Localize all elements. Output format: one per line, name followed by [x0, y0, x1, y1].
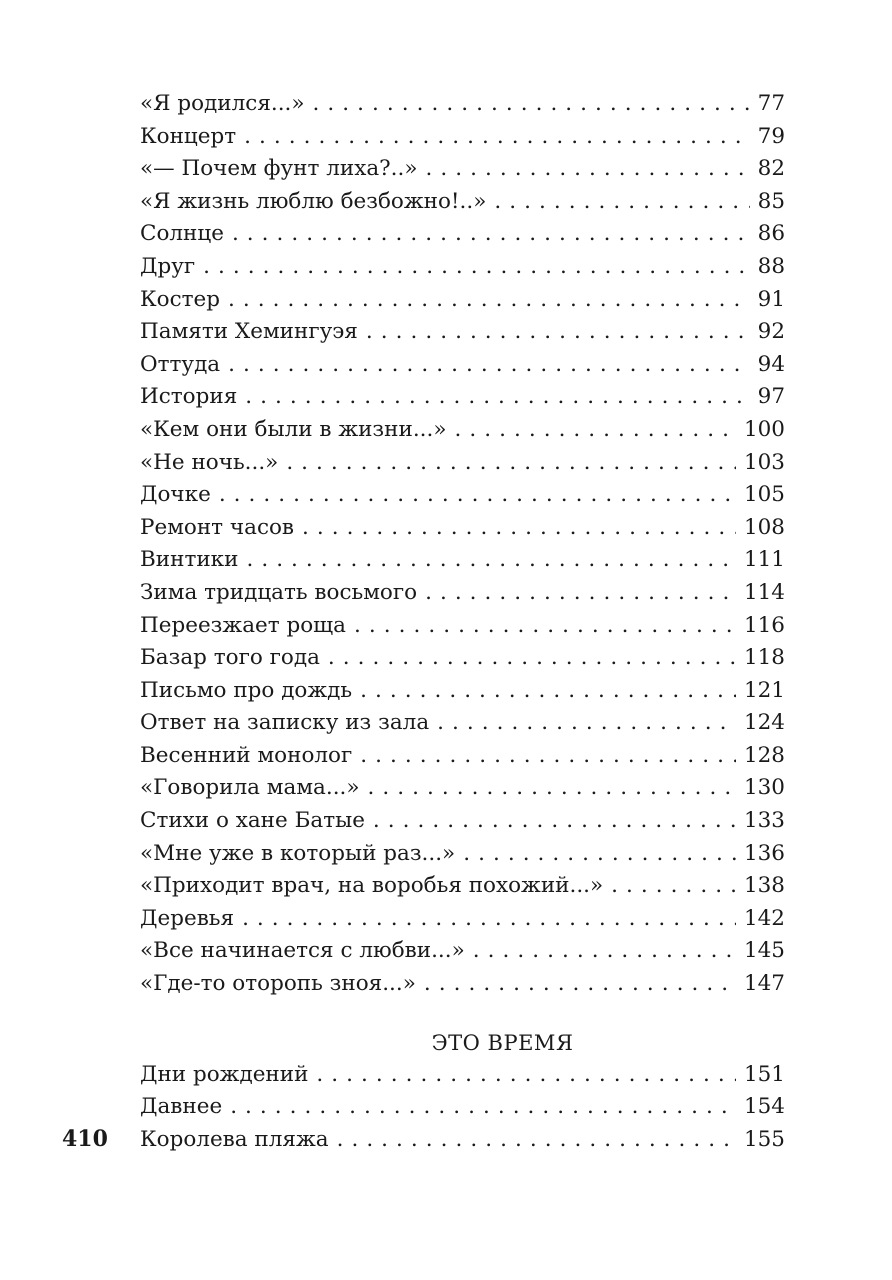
dot-leader [426, 153, 750, 186]
dot-leader [302, 512, 736, 545]
toc-entry-page: 94 [757, 351, 785, 377]
dot-leader [244, 121, 750, 154]
dot-leader [424, 968, 736, 1001]
toc-entry [140, 577, 785, 610]
toc-entry-title: Костер [140, 286, 221, 312]
toc-entry-page: 100 [743, 416, 785, 442]
dot-leader [328, 642, 736, 675]
toc-entry-title: Стихи о хане Батые [140, 808, 365, 834]
toc-entry [140, 88, 785, 121]
dot-leader [425, 577, 736, 610]
toc-entry-page: 142 [743, 905, 785, 931]
toc-entry-page: 85 [757, 188, 785, 214]
toc-entry-title: Дочке [140, 482, 211, 508]
toc-entry [140, 642, 785, 675]
toc-entry-title: Солнце [140, 221, 224, 247]
toc-entry [140, 935, 785, 968]
toc-entry-title: Концерт [140, 123, 237, 149]
toc-entry-title: Переезжает роща [140, 612, 346, 638]
dot-leader [313, 88, 750, 121]
toc-entry-page: 108 [743, 514, 785, 540]
toc-entry-title: История [140, 384, 238, 410]
toc-entry-title: Зима тридцать восьмого [140, 579, 418, 605]
toc-entry-page: 151 [743, 1061, 785, 1087]
dot-leader [246, 544, 736, 577]
section-heading: ЭТО ВРЕМЯ [431, 1030, 574, 1055]
toc-entry-title: «Кем они были в жизни...» [140, 416, 447, 442]
toc-entry [140, 1059, 785, 1092]
dot-leader [316, 1059, 736, 1092]
toc-entry [140, 316, 785, 349]
toc-entry-title: «Мне уже в который раз...» [140, 840, 456, 866]
toc-entry-page: 111 [743, 547, 785, 573]
toc-entry-title: «Не ночь...» [140, 449, 279, 475]
dot-leader [494, 186, 749, 219]
toc-entry-page: 128 [743, 742, 785, 768]
toc-entry-title: Королева пляжа [140, 1126, 329, 1152]
toc-entry [140, 479, 785, 512]
toc-entry-title: Письмо про дождь [140, 677, 353, 703]
dot-leader [219, 479, 736, 512]
toc-entry-page: 114 [743, 579, 785, 605]
toc-entry-title: «Говорила мама...» [140, 775, 360, 801]
dot-leader [373, 805, 736, 838]
dot-leader [228, 284, 750, 317]
toc-entry [140, 675, 785, 708]
toc-entry [140, 186, 785, 219]
toc-entry-page: 88 [757, 253, 785, 279]
dot-leader [611, 870, 736, 903]
toc-entry-page: 130 [743, 775, 785, 801]
page-number: 410 [62, 1126, 108, 1152]
toc-entry-title: Деревья [140, 905, 235, 931]
toc-entry-page: 77 [757, 91, 785, 116]
toc-entry-title: «Я жизнь люблю безбожно!..» [140, 188, 487, 214]
dot-leader [230, 1091, 736, 1124]
toc-entry-title: Дни рождений [140, 1061, 309, 1087]
toc-entry-page: 155 [743, 1126, 785, 1152]
toc-entry [140, 121, 785, 154]
toc-entry-title: «— Почем фунт лиха?..» [140, 156, 418, 182]
dot-leader [203, 251, 749, 284]
toc-entry-title: Ремонт часов [140, 514, 295, 540]
dot-leader [360, 675, 736, 708]
toc-entry-page: 147 [743, 971, 785, 997]
toc-entry-page: 124 [743, 710, 785, 736]
toc-entry [140, 512, 785, 545]
dot-leader [360, 740, 736, 773]
dot-leader [437, 707, 736, 740]
toc-entry-title: Винтики [140, 547, 239, 573]
toc-entry [140, 740, 785, 773]
toc-entry-page: 91 [757, 286, 785, 312]
toc-entry-page: 116 [743, 612, 785, 638]
toc-entry [140, 610, 785, 643]
dot-leader [242, 903, 736, 936]
toc-entry-page: 82 [757, 156, 785, 182]
dot-leader [354, 610, 736, 643]
dot-leader [228, 349, 750, 382]
toc-entry [140, 284, 785, 317]
toc-entry [140, 349, 785, 382]
toc-entry [140, 968, 785, 1001]
toc-entry-page: 103 [743, 449, 785, 475]
toc-entry-page: 138 [743, 873, 785, 899]
toc-entry-title: Памяти Хемингуэя [140, 319, 358, 345]
toc-entry [140, 805, 785, 838]
toc-entry-title: Оттуда [140, 351, 221, 377]
toc-entry-page: 105 [743, 482, 785, 508]
toc-entry-title: «Я родился...» [140, 91, 305, 116]
dot-leader [286, 447, 736, 480]
toc-entry [140, 772, 785, 805]
toc-entry [140, 838, 785, 871]
toc-entry [140, 447, 785, 480]
dot-leader [463, 838, 736, 871]
toc-entry [140, 1124, 785, 1157]
toc-entry-page: 133 [743, 808, 785, 834]
dot-leader [366, 316, 750, 349]
toc-entry-title: Ответ на записку из зала [140, 710, 430, 736]
toc-entry-page: 154 [743, 1094, 785, 1120]
dot-leader [454, 414, 735, 447]
toc-entry-page: 97 [757, 384, 785, 410]
toc-entry [140, 707, 785, 740]
toc-entry-title: «Где-то оторопь зноя...» [140, 971, 416, 997]
dot-leader [473, 935, 736, 968]
dot-leader [245, 381, 749, 414]
toc-entry-title: «Все начинается с любви...» [140, 938, 465, 964]
toc-entry [140, 870, 785, 903]
table-of-contents [140, 88, 785, 1156]
toc-entry-page: 121 [743, 677, 785, 703]
toc-entry-page: 136 [743, 840, 785, 866]
toc-entries [140, 88, 785, 1001]
toc-entry [140, 414, 785, 447]
toc-entry [140, 1091, 785, 1124]
dot-leader [368, 772, 736, 805]
toc-entry-page: 92 [757, 319, 785, 345]
dot-leader [232, 218, 750, 251]
section-entries [140, 1059, 785, 1157]
toc-entry-title: Базар того года [140, 645, 320, 671]
toc-entry-page: 118 [743, 645, 785, 671]
toc-entry-page: 79 [757, 123, 785, 149]
toc-entry [140, 218, 785, 251]
toc-entry-page: 145 [743, 938, 785, 964]
toc-entry-page: 86 [757, 221, 785, 247]
toc-entry-title: «Приходит врач, на воробья похожий...» [140, 873, 604, 899]
toc-entry [140, 903, 785, 936]
dot-leader [337, 1124, 736, 1157]
toc-entry [140, 381, 785, 414]
toc-entry-title: Весенний монолог [140, 742, 353, 768]
toc-entry-title: Друг [140, 253, 196, 279]
toc-entry [140, 544, 785, 577]
toc-entry [140, 251, 785, 284]
toc-entry-title: Давнее [140, 1094, 223, 1120]
toc-entry [140, 153, 785, 186]
